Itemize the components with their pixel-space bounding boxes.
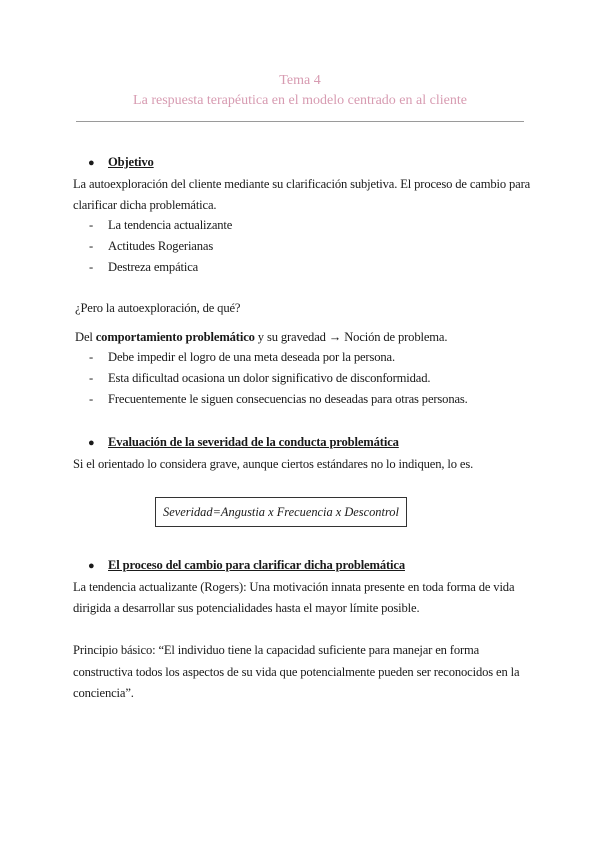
objetivo-list-item: Actitudes Rogerianas — [108, 239, 214, 253]
bullet-icon: ● — [88, 437, 95, 449]
problem-definition-bold: comportamiento problemático — [95, 330, 255, 344]
objetivo-list-item: La tendencia actualizante — [108, 218, 233, 232]
principle-line3: conciencia”. — [73, 686, 134, 700]
problem-list-item: Debe impedir el logro de una meta deseada por la persona. — [108, 350, 395, 364]
section-heading-proceso: El proceso del cambio para clarificar dicha problemática — [108, 558, 405, 572]
evaluacion-paragraph: Si el orientado lo considera grave, aunque ciertos estándares no lo indiquen, lo es. — [73, 457, 474, 471]
objetivo-paragraph-line1: La autoexploración del cliente mediante su clarificación subjetiva. El proceso de cambio para — [73, 177, 531, 191]
section-heading-objetivo: Objetivo — [108, 155, 154, 169]
severity-formula-box: Severidad=Angustia x Frecuencia x Descontrol — [155, 497, 407, 527]
principle-line2: constructiva todos los aspectos de su vida que potencialmente pueden ser reconocidos en la — [73, 665, 520, 679]
proceso-paragraph-line1: La tendencia actualizante (Rogers): Una motivación innata presente en toda forma de vida — [73, 580, 515, 594]
dash-marker: - — [89, 218, 94, 232]
section-heading-evaluacion: Evaluación de la severidad de la conducta problemática — [108, 435, 399, 449]
header-divider — [76, 121, 524, 122]
problem-definition-prefix: Del — [75, 330, 96, 344]
bullet-icon: ● — [88, 560, 95, 572]
principle-line1: Principio básico: “El individuo tiene la capacidad suficiente para manejar en forma — [73, 643, 480, 657]
dash-marker: - — [89, 260, 94, 274]
document-title: Tema 4 — [279, 73, 321, 88]
dash-marker: - — [89, 392, 94, 406]
bullet-icon: ● — [88, 157, 95, 169]
problem-definition-suffix: y su gravedad → Noción de problema. — [254, 330, 448, 344]
proceso-paragraph-line2: dirigida a desarrollar sus potencialidades hasta el mayor límite posible. — [73, 601, 420, 615]
problem-list-item: Esta dificultad ocasiona un dolor significativo de disconformidad. — [108, 371, 431, 385]
question-text: ¿Pero la autoexploración, de qué? — [75, 301, 241, 315]
dash-marker: - — [89, 239, 94, 253]
objetivo-list-item: Destreza empática — [108, 260, 199, 274]
problem-definition-line — [75, 330, 447, 345]
dash-marker: - — [89, 350, 94, 364]
objetivo-paragraph-line2: clarificar dicha problemática. — [73, 198, 217, 212]
dash-marker: - — [89, 371, 94, 385]
problem-list-item: Frecuentemente le siguen consecuencias no deseadas para otras personas. — [108, 392, 468, 406]
document-subtitle: La respuesta terapéutica en el modelo centrado en al cliente — [133, 93, 467, 108]
